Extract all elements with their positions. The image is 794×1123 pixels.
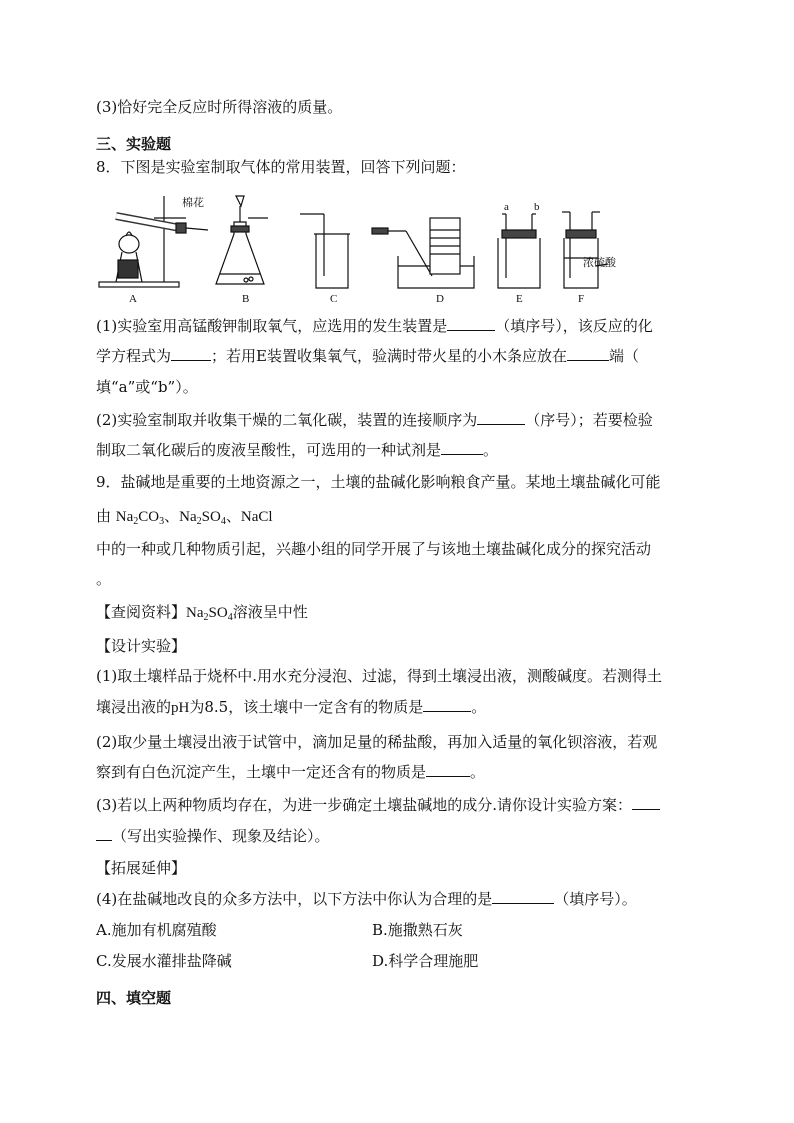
- answer-blank[interactable]: [426, 762, 470, 777]
- q9-d1-line1: (1)取土壤样品于烧杯中.用水充分浸泡、过滤，得到土壤浸出液，测酸碱度。若测得土: [96, 667, 663, 685]
- apparatus-b-icon: [216, 196, 268, 284]
- q9-options-row2: [96, 951, 696, 971]
- option-c[interactable]: C.发展水灌排盐降碱: [96, 952, 232, 970]
- q8-p1-line2: 学方程式为 ；若用E装置收集氧气，验满时带火星的小木条应放在 端（: [96, 347, 639, 365]
- q8-p2-line1: (2)实验室制取并收集干燥的二氧化碳，装置的连接顺序为 （序号）；若要检验: [96, 411, 653, 429]
- section4-title: 四、填空题: [96, 989, 172, 1007]
- q8-p1-line3: 填“a”或“b”）。: [96, 378, 198, 396]
- label-b: B: [242, 293, 250, 305]
- q9-line2: 由 $Na_2CO_3$、$Na_2SO_4$、NaCl: [96, 507, 273, 527]
- q9-d1-line2: 壤浸出液的pH为8.5，该土壤中一定含有的物质是 。: [96, 698, 487, 716]
- answer-blank[interactable]: [477, 410, 525, 425]
- q8-p1-line1: (1)实验室用高锰酸钾制取氧气，应选用的发生装置是 （填序号），该反应的化: [96, 317, 653, 335]
- answer-blank[interactable]: [447, 316, 495, 331]
- port-a-label: a: [504, 201, 509, 213]
- q9-d2-line1: (2)取少量土壤浸出液于试管中，滴加足量的稀盐酸，再加入适量的氧化钡溶液，若观: [96, 733, 658, 751]
- q7-part3: (3)恰好完全反应时所得溶液的质量。: [96, 98, 343, 116]
- q9-options-row1: [96, 920, 696, 940]
- answer-blank[interactable]: [632, 795, 660, 810]
- apparatus-figure: [96, 186, 616, 306]
- apparatus-c-icon: [300, 214, 350, 288]
- q8-stem: 8．下图是实验室制取气体的常用装置，回答下列问题：: [96, 158, 466, 176]
- cotton-label: 棉花: [182, 196, 204, 209]
- label-c: C: [330, 293, 338, 305]
- q9-d3-line2: （写出实验操作、现象及结论）。: [96, 826, 330, 846]
- answer-blank[interactable]: [492, 889, 554, 904]
- port-b-label: b: [534, 201, 540, 213]
- q9-d3-line1: (3)若以上两种物质均存在，为进一步确定土壤盐碱地的成分.请你设计实验方案：: [96, 795, 660, 815]
- apparatus-a-icon: [99, 196, 208, 287]
- apparatus-d-icon: [372, 218, 474, 288]
- q9-d2-line2: 察到有白色沉淀产生，土壤中一定还含有的物质是 。: [96, 763, 486, 781]
- answer-blank[interactable]: [423, 697, 471, 712]
- label-e: E: [516, 293, 523, 305]
- label-a: A: [129, 293, 137, 305]
- q9-e4: (4)在盐碱地改良的众多方法中，以下方法中你认为合理的是 （填序号）。: [96, 890, 637, 908]
- q9-ext-head: 【拓展延伸】: [96, 859, 187, 877]
- answer-blank[interactable]: [171, 346, 211, 361]
- apparatus-f-icon: [562, 212, 608, 288]
- q9-info: 【查阅资料】$Na_2SO_4$溶液呈中性: [96, 603, 308, 623]
- answer-blank[interactable]: [567, 346, 609, 361]
- option-d[interactable]: D.科学合理施肥: [372, 952, 479, 970]
- option-a[interactable]: A.施加有机腐殖酸: [96, 921, 217, 939]
- q9-design-head: 【设计实验】: [96, 637, 187, 655]
- section3-title: 三、实验题: [96, 135, 172, 153]
- q9-line3: 中的一种或几种物质引起，兴趣小组的同学开展了与该地土壤盐碱化成分的探究活动: [96, 540, 652, 558]
- apparatus-e-icon: [498, 214, 540, 288]
- label-f: F: [578, 293, 585, 305]
- q9-line1: 9．盐碱地是重要的土地资源之一，土壤的盐碱化影响粮食产量。某地土壤盐碱化可能: [96, 473, 661, 491]
- option-b[interactable]: B.施撒熟石灰: [372, 921, 463, 939]
- answer-blank[interactable]: [441, 440, 483, 455]
- acid-label: 浓硫酸: [583, 256, 616, 269]
- q9-line4: 。: [96, 570, 112, 588]
- label-d: D: [436, 293, 444, 305]
- answer-blank[interactable]: [96, 826, 112, 841]
- q8-p2-line2: 制取二氧化碳后的废液呈酸性，可选用的一种试剂是 。: [96, 441, 499, 459]
